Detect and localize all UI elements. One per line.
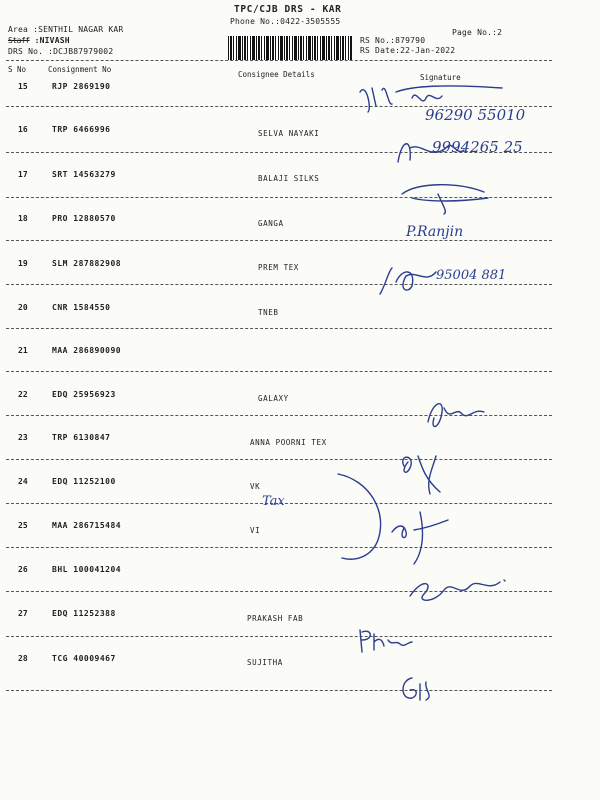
consignee-name: BALAJI SILKS bbox=[258, 174, 320, 183]
row-number: 22 bbox=[18, 390, 28, 399]
struck-field-label: Staff bbox=[8, 36, 30, 45]
signature-row-27 bbox=[356, 626, 416, 656]
consignee-name: GALAXY bbox=[258, 394, 289, 403]
row-number: 16 bbox=[18, 125, 28, 134]
consignment-number: TCG 40009467 bbox=[52, 654, 116, 663]
consignee-name: PRAKASH FAB bbox=[247, 614, 304, 623]
consignee-name: GANGA bbox=[258, 219, 284, 228]
consignee-name: SELVA NAYAKI bbox=[258, 129, 320, 138]
rs-date: RS Date:22-Jan-2022 bbox=[360, 46, 456, 55]
consignment-number: SLM 287882908 bbox=[52, 259, 122, 268]
consignment-number: BHL 100041204 bbox=[52, 565, 122, 574]
row-number: 20 bbox=[18, 303, 28, 312]
signature-row-18: P.Ranjin bbox=[406, 224, 464, 240]
row-number: 27 bbox=[18, 609, 28, 618]
col-signature: Signature bbox=[420, 73, 461, 82]
row-divider bbox=[6, 547, 552, 548]
row-divider bbox=[6, 371, 552, 372]
consignee-name: SUJITHA bbox=[247, 658, 283, 667]
consignment-number: TRP 6466996 bbox=[52, 125, 111, 134]
rs-number: RS No.:879790 bbox=[360, 36, 426, 45]
barcode bbox=[228, 36, 352, 60]
row-divider bbox=[6, 328, 552, 329]
row-number: 21 bbox=[18, 346, 28, 355]
phone-number: Phone No.:0422-3505555 bbox=[230, 17, 341, 26]
consignment-number: MAA 286715484 bbox=[52, 521, 122, 530]
row-number: 17 bbox=[18, 170, 28, 179]
signature-phone-row-19: 95004 881 bbox=[436, 268, 507, 283]
signature-row-26 bbox=[404, 574, 514, 608]
col-consignment: Consignment No bbox=[48, 65, 112, 74]
signature-phone-row-16: 9994265 25 bbox=[432, 138, 523, 156]
consignment-number: EDQ 11252100 bbox=[52, 477, 116, 486]
consignment-number: PRO 12880570 bbox=[52, 214, 116, 223]
consignment-number: EDQ 11252388 bbox=[52, 609, 116, 618]
signature-row-25 bbox=[328, 470, 458, 570]
consignment-number: EDQ 25956923 bbox=[52, 390, 116, 399]
row-number: 26 bbox=[18, 565, 28, 574]
drs-number: DRS No. :DCJB87979002 bbox=[8, 47, 114, 56]
area-label: Area :SENTHIL NAGAR KAR bbox=[8, 25, 124, 34]
row-divider bbox=[6, 459, 552, 460]
staff-name: :NIVASH bbox=[34, 36, 70, 45]
consignment-number: RJP 2869190 bbox=[52, 82, 111, 91]
staff-label bbox=[8, 36, 70, 45]
row-number: 28 bbox=[18, 654, 28, 663]
row-number: 19 bbox=[18, 259, 28, 268]
consignee-name: VI bbox=[250, 526, 261, 535]
page-number: Page No.:2 bbox=[452, 28, 503, 37]
consignee-name: TNEB bbox=[258, 308, 279, 317]
consignment-number: CNR 1584550 bbox=[52, 303, 111, 312]
signature-phone-row-15: 96290 55010 bbox=[425, 106, 526, 124]
row-divider bbox=[6, 284, 552, 285]
row-number: 25 bbox=[18, 521, 28, 530]
consignment-number: SRT 14563279 bbox=[52, 170, 116, 179]
header-divider bbox=[6, 60, 552, 61]
signature-row-28 bbox=[396, 670, 446, 704]
row-divider bbox=[6, 636, 552, 637]
row-number: 24 bbox=[18, 477, 28, 486]
row-number: 18 bbox=[18, 214, 28, 223]
row-number: 15 bbox=[18, 82, 28, 91]
handwritten-tax: Tax bbox=[262, 494, 285, 509]
row-divider bbox=[6, 240, 552, 241]
signature-row-17 bbox=[398, 180, 498, 216]
consignee-name: PREM TEX bbox=[258, 263, 299, 272]
consignment-number: MAA 286890090 bbox=[52, 346, 122, 355]
consignment-number: TRP 6130847 bbox=[52, 433, 111, 442]
signature-row-22 bbox=[422, 392, 492, 438]
consignee-name: ANNA POORNI TEX bbox=[250, 438, 327, 447]
col-sno: S No bbox=[8, 65, 27, 74]
row-number: 23 bbox=[18, 433, 28, 442]
row-divider bbox=[6, 690, 552, 691]
col-consignee-details: Consignee Details bbox=[238, 70, 315, 79]
report-title: TPC/CJB DRS - KAR bbox=[234, 4, 342, 15]
consignee-name: VK bbox=[250, 482, 261, 491]
